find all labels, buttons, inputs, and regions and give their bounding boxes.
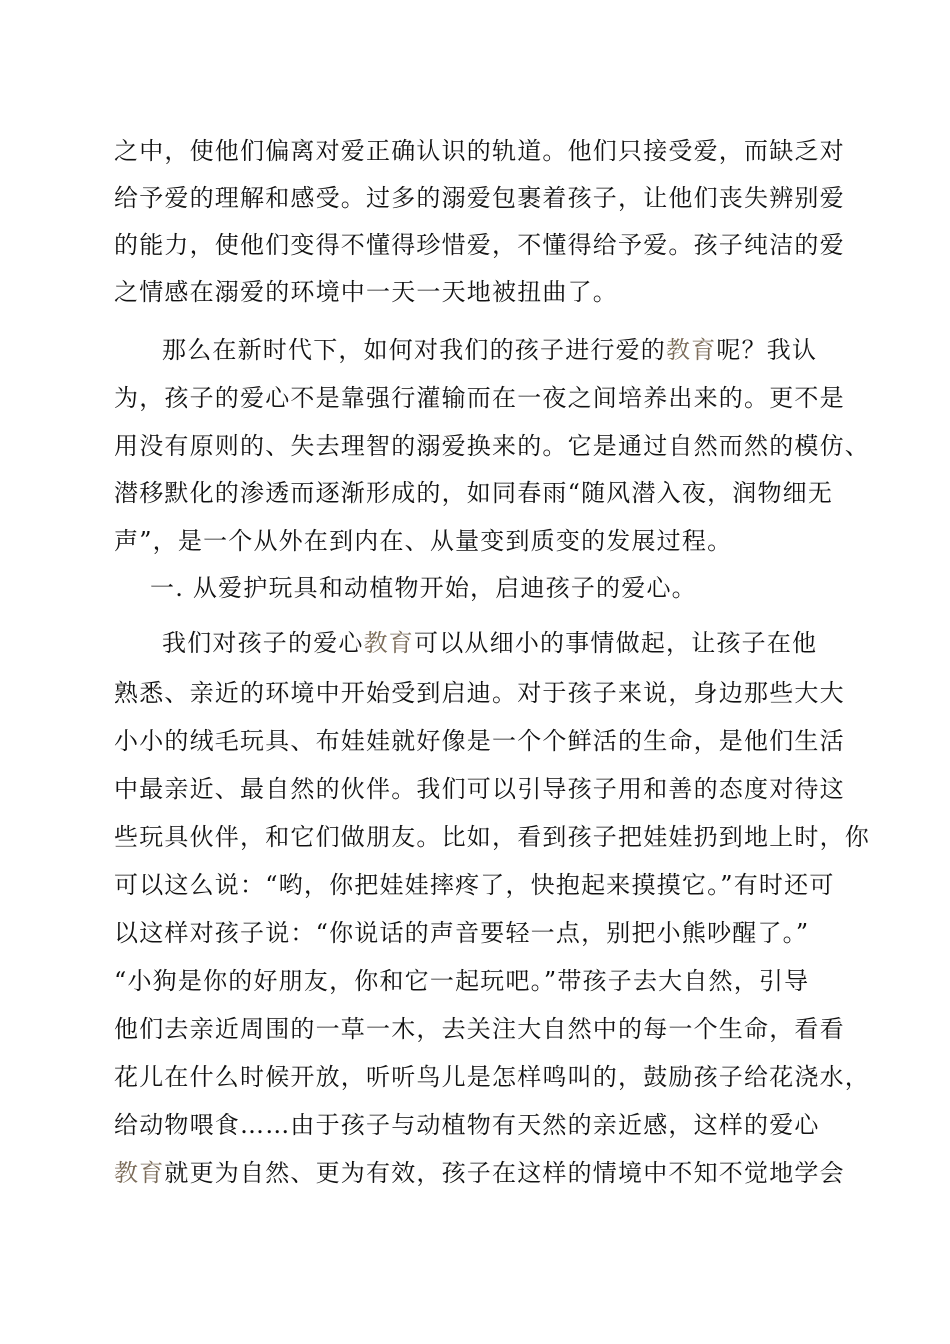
text-line: 小小的绒毛玩具、布娃娃就好像是一个个鲜活的生命，是他们生活 [114,727,845,755]
education-link[interactable]: 教育 [363,629,415,657]
text-line: 给动物喂食……由于孩子与动植物有天然的亲近感，这样的爱心 [114,1111,820,1139]
paragraph-start-line: 那么在新时代下，如何对我们的孩子进行爱的教育呢？我认 [162,336,818,364]
education-link[interactable]: 教育 [114,1159,165,1187]
text-line: 可以这么说：“哟，你把娃娃摔疼了，快抱起来摸摸它。”有时还可 [114,871,835,899]
text-line: 给予爱的理解和感受。过多的溺爱包裹着孩子，让他们丧失辨别爱 [114,184,845,212]
text-line: 为，孩子的爱心不是靠强行灌输而在一夜之间培养出来的。更不是 [114,384,845,412]
text-line: 用没有原则的、失去理智的溺爱换来的。它是通过自然而然的模仿、 [114,432,870,460]
text-line: 花儿在什么时候开放，听听鸟儿是怎样鸣叫的，鼓励孩子给花浇水， [114,1063,870,1091]
text-line: 之情感在溺爱的环境中一天一天地被扭曲了。 [114,278,618,306]
text-line: 中最亲近、最自然的伙伴。我们可以引导孩子用和善的态度对待这 [114,775,845,803]
section-heading: 一. 从爱护玩具和动植物开始，启迪孩子的爱心。 [150,574,697,602]
text-line: 些玩具伙伴，和它们做朋友。比如，看到孩子把娃娃扔到地上时，你 [114,823,870,851]
paragraph-start-line: 我们对孩子的爱心教育可以从细小的事情做起，让孩子在他 [162,629,818,657]
text-line: 潜移默化的渗透而逐渐形成的，如同春雨“随风潜入夜，润物细无 [114,479,834,507]
education-link[interactable]: 教育 [666,336,717,364]
text-line: 之中，使他们偏离对爱正确认识的轨道。他们只接受爱，而缺乏对 [114,137,845,165]
text-line: 的能力，使他们变得不懂得珍惜爱，不懂得给予爱。孩子纯洁的爱 [114,231,845,259]
text-line: “小狗是你的好朋友，你和它一起玩吧。”带孩子去大自然，引导 [114,967,810,995]
text-line: 他们去亲近周围的一草一木，去关注大自然中的每一个生命，看看 [114,1015,845,1043]
text-line: 声”，是一个从外在到内在、从量变到质变的发展过程。 [114,527,733,555]
text-line: 以这样对孩子说：“你说话的声音要轻一点，别把小熊吵醒了。” [114,919,810,947]
text-line: 熟悉、亲近的环境中开始受到启迪。对于孩子来说，身边那些大大 [114,679,845,707]
text-line: 教育就更为自然、更为有效，孩子在这样的情境中不知不觉地学会 [114,1159,845,1187]
